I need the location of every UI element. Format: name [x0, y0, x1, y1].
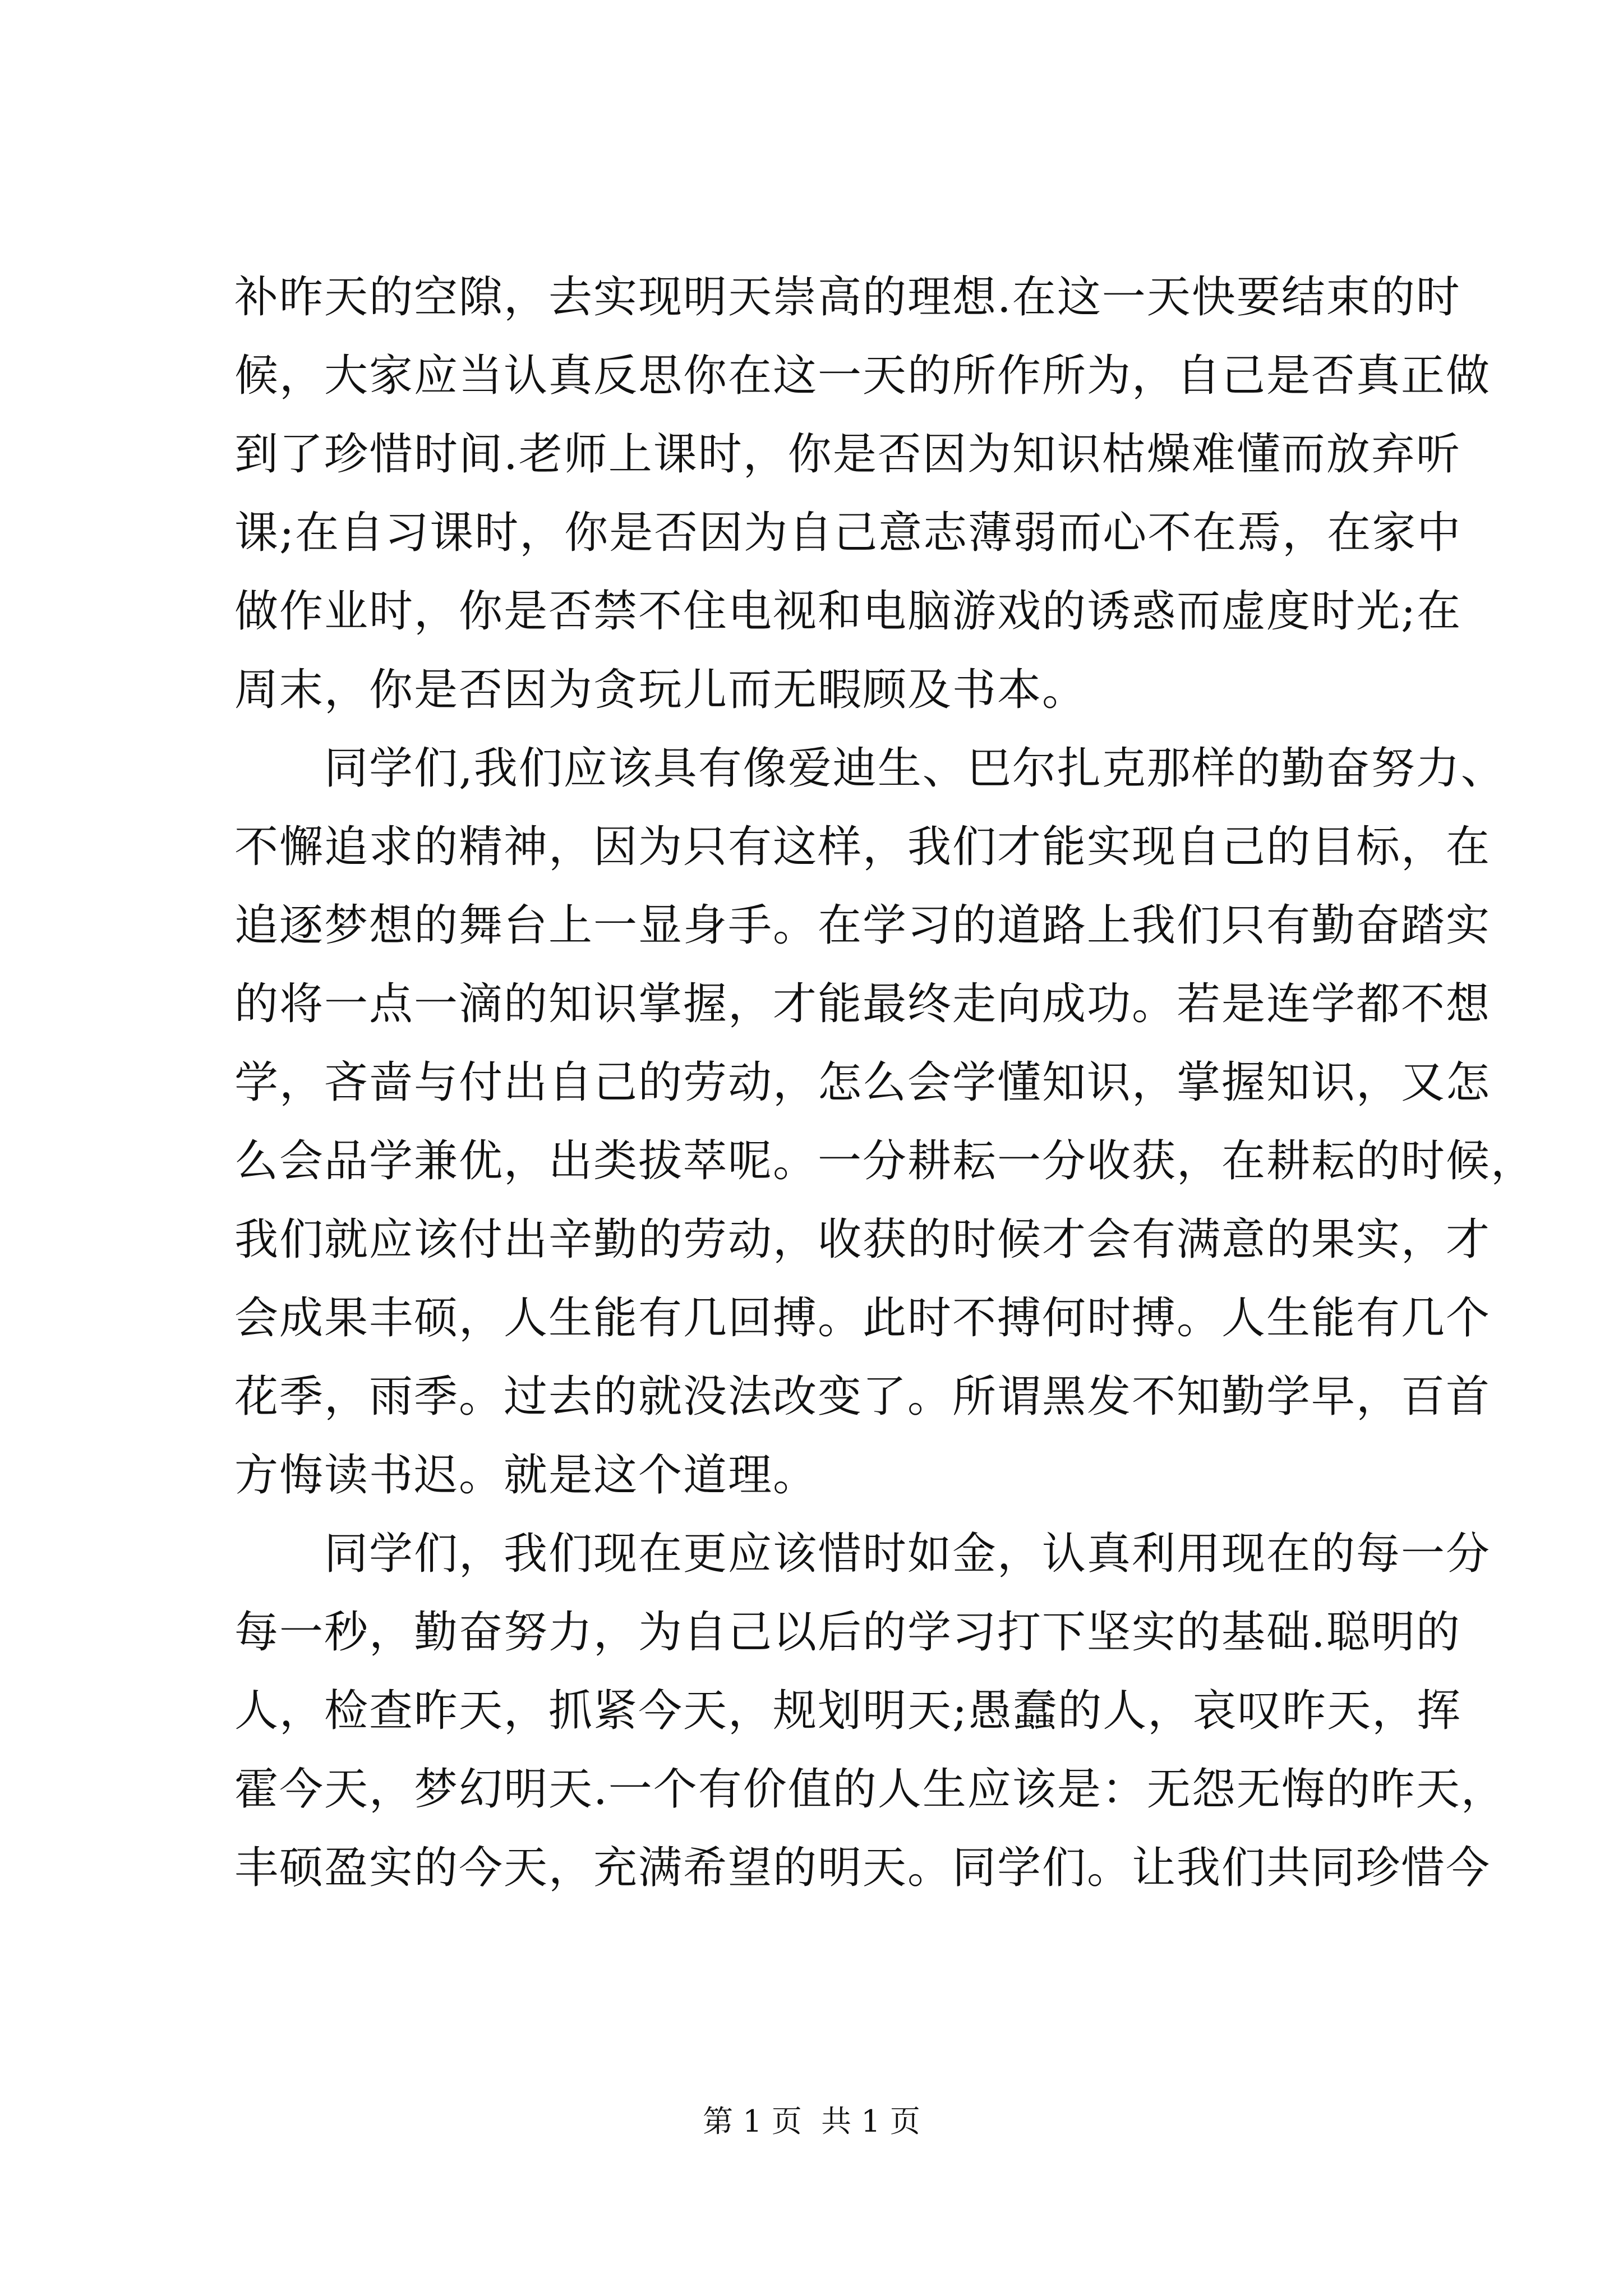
- paragraph-line: 方悔读书迟。就是这个道理。: [234, 1450, 818, 1501]
- paragraph-line: 的将一点一滴的知识掌握，才能最终走向成功。若是连学都不想: [234, 979, 1491, 1029]
- paragraph-line: 我们就应该付出辛勤的劳动，收获的时候才会有满意的果实，才: [234, 1214, 1491, 1265]
- paragraph-line: 补昨天的空隙，去实现明天崇高的理想.在这一天快要结束的时: [234, 272, 1461, 323]
- page-number-footer: 第 1 页 共 1 页: [703, 2104, 920, 2139]
- paragraph-line: 学，吝啬与付出自己的劳动，怎么会学懂知识，掌握知识，又怎: [234, 1057, 1491, 1108]
- paragraph-line: 同学们,我们应该具有像爱迪生、巴尔扎克那样的勤奋努力、: [324, 743, 1506, 794]
- paragraph-line: 花季，雨季。过去的就没法改变了。所谓黑发不知勤学早，百首: [234, 1372, 1491, 1422]
- paragraph-line: 么会品学兼优，出类拔萃呢。一分耕耘一分收获，在耕耘的时候，: [234, 1136, 1536, 1186]
- paragraph-line: 课;在自习课时，你是否因为自己意志薄弱而心不在焉，在家中: [234, 508, 1462, 558]
- document-body: [234, 258, 1536, 1907]
- paragraph-line: 到了珍惜时间.老师上课时，你是否因为知识枯燥难懂而放弃听: [234, 429, 1461, 480]
- paragraph-line: 追逐梦想的舞台上一显身手。在学习的道路上我们只有勤奋踏实: [234, 900, 1491, 951]
- paragraph-line: 会成果丰硕，人生能有几回搏。此时不搏何时搏。人生能有几个: [234, 1293, 1491, 1343]
- paragraph-line: 同学们，我们现在更应该惜时如金，认真利用现在的每一分: [324, 1529, 1491, 1579]
- paragraph-line: 霍今天，梦幻明天.一个有价值的人生应该是：无怨无悔的昨天，: [234, 1764, 1506, 1815]
- paragraph-line: 人，检查昨天，抓紧今天，规划明天;愚蠢的人，哀叹昨天，挥: [234, 1686, 1462, 1736]
- paragraph-line: 不懈追求的精神，因为只有这样，我们才能实现自己的目标，在: [234, 822, 1491, 872]
- paragraph-line: 丰硕盈实的今天，充满希望的明天。同学们。让我们共同珍惜今: [234, 1843, 1491, 1893]
- paragraph-line: 每一秒，勤奋努力，为自己以后的学习打下坚实的基础.聪明的: [234, 1607, 1461, 1658]
- paragraph-line: 做作业时，你是否禁不住电视和电脑游戏的诱惑而虚度时光;在: [234, 586, 1462, 637]
- paragraph-line: 周末，你是否因为贪玩儿而无暇顾及书本。: [234, 665, 1087, 715]
- paragraph-line: 候，大家应当认真反思你在这一天的所作所为，自己是否真正做: [234, 351, 1491, 401]
